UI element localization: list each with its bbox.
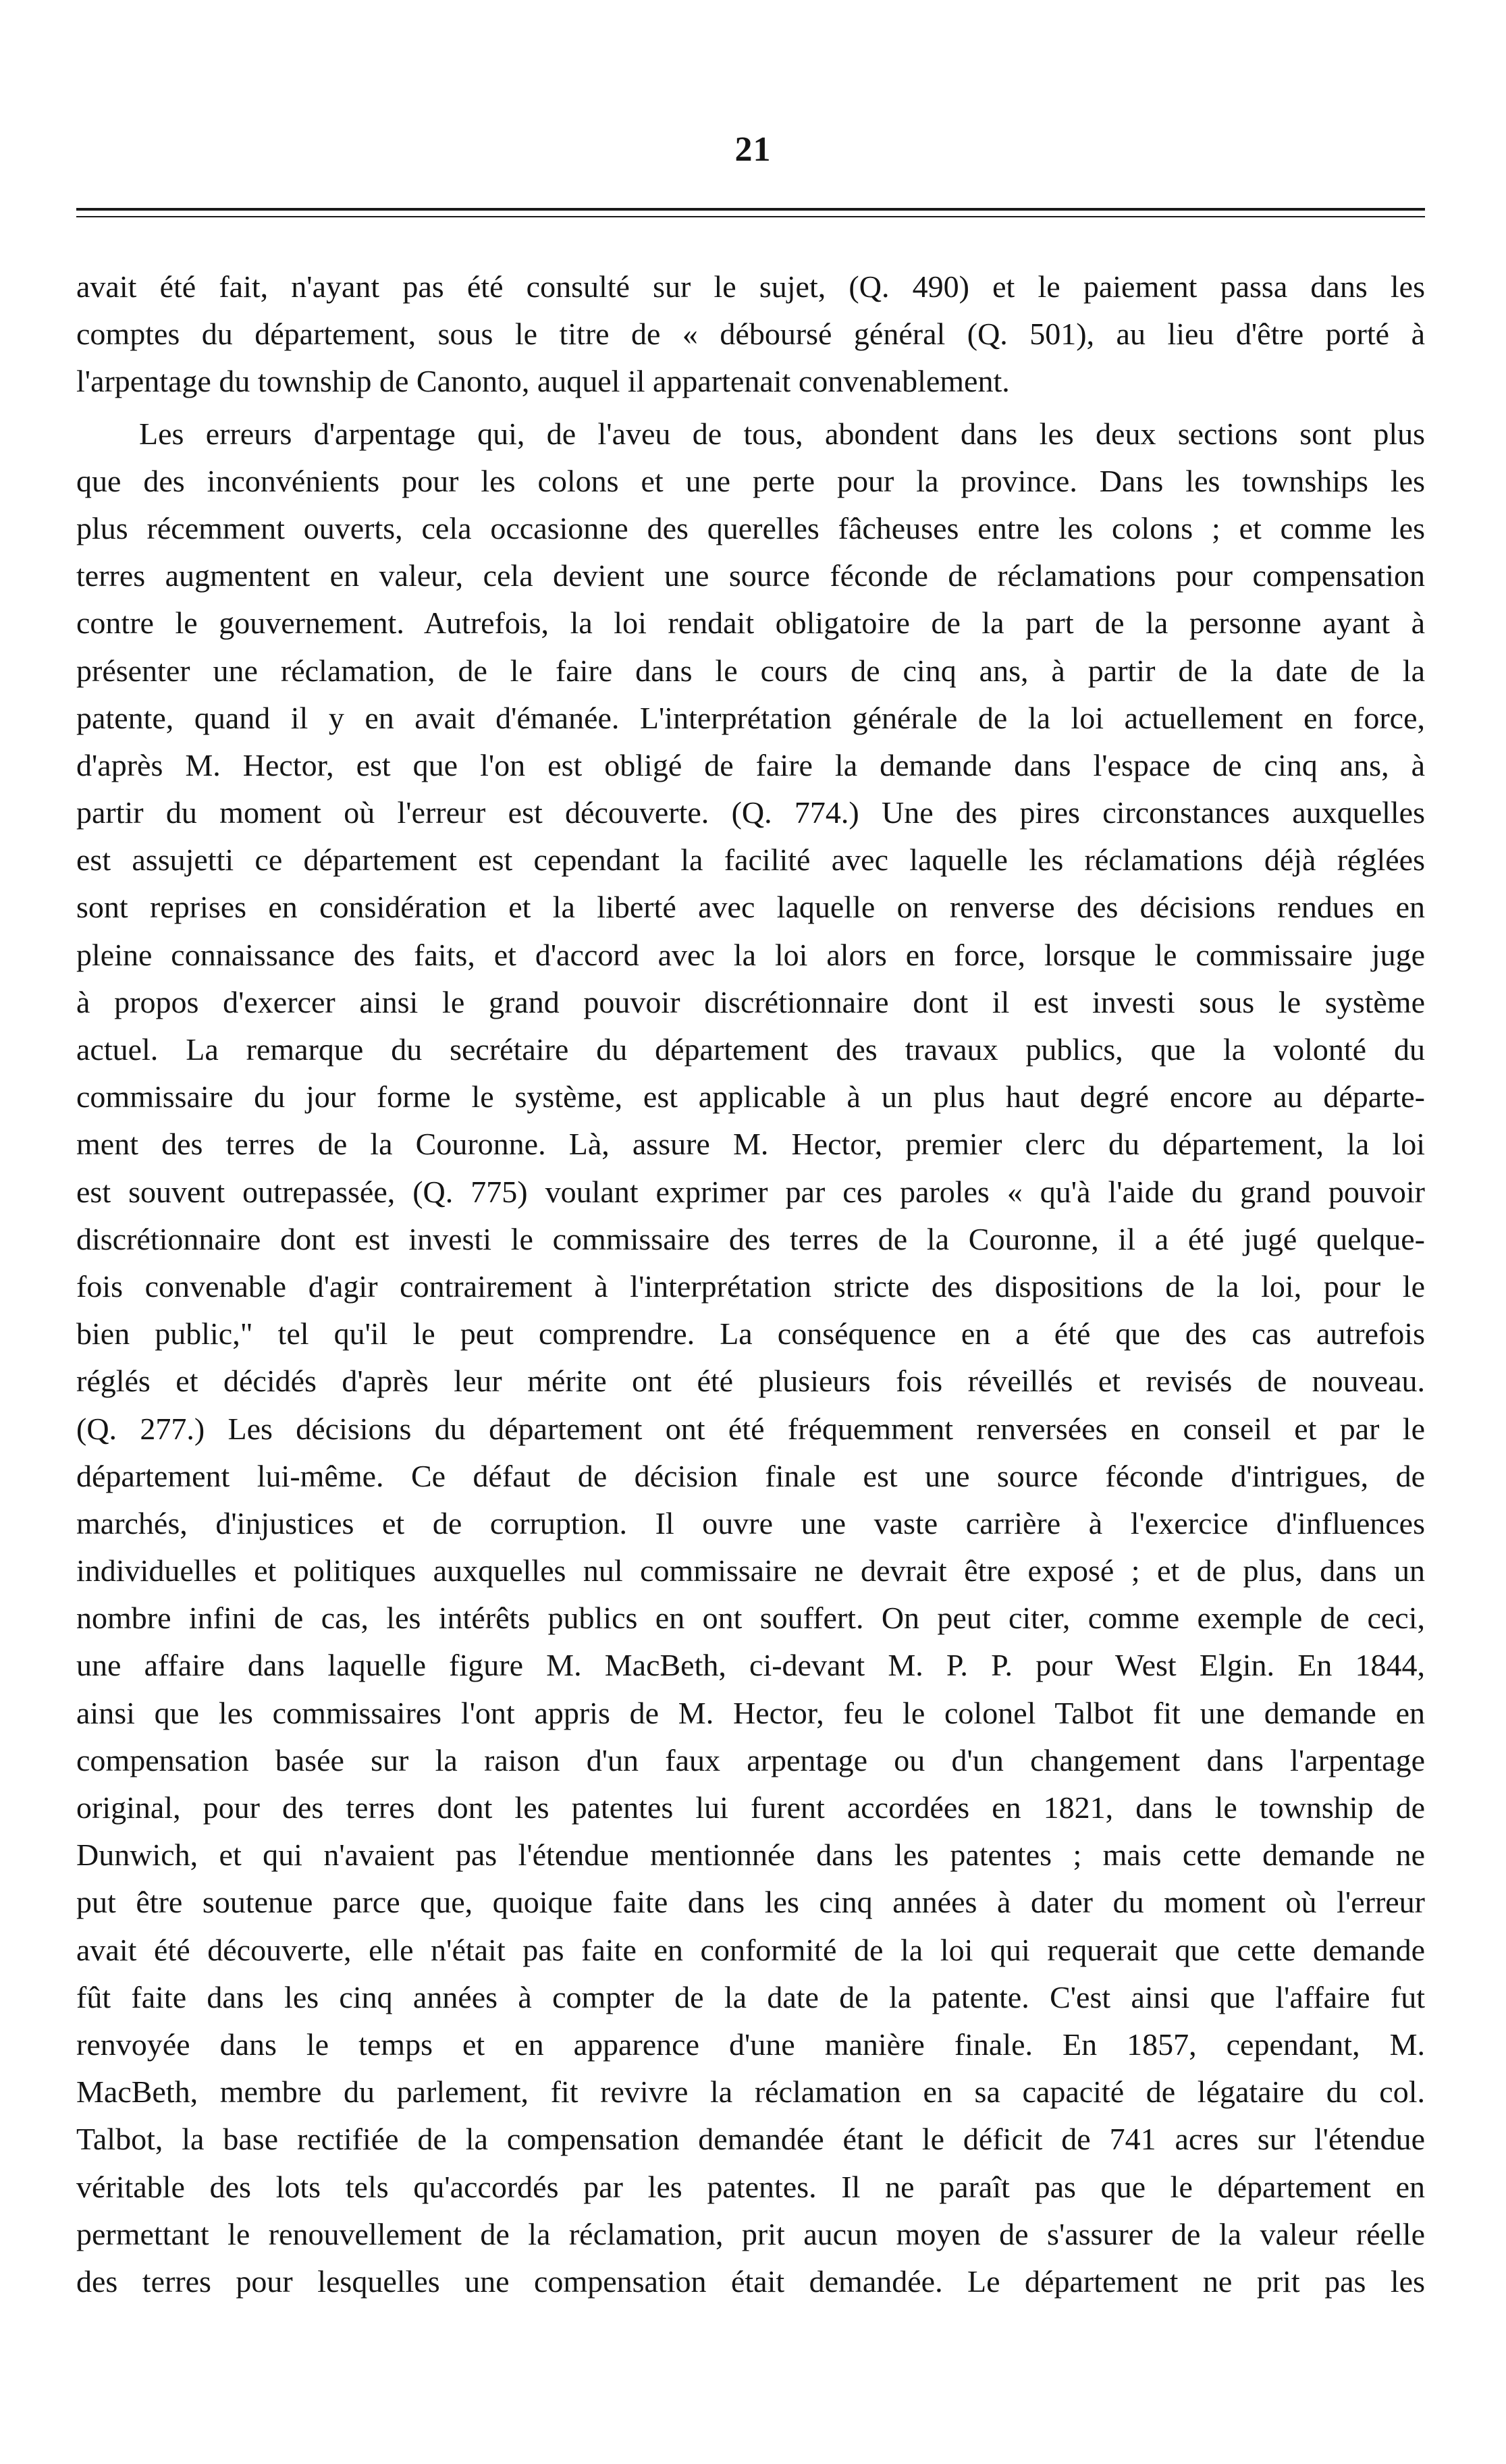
text-line: réglés et décidés d'après leur mérite ont été plusieurs fois réveillés et revisés de nouveau. bbox=[76, 1364, 1425, 1399]
text-line: présenter une réclamation, de le faire dans le cours de cinq ans, à partir de la date de la bbox=[76, 653, 1425, 688]
text-line: original, pour des terres dont les patentes lui furent accordées en 1821, dans le township de bbox=[76, 1790, 1425, 1825]
text-line: véritable des lots tels qu'accordés par les patentes. Il ne paraît pas que le département en bbox=[76, 2169, 1425, 2204]
text-line: ment des terres de la Couronne. Là, assure M. Hector, premier clerc du département, la loi bbox=[76, 1127, 1425, 1162]
text-line: est assujetti ce département est cependant la facilité avec laquelle les réclamations déjà réglées bbox=[76, 842, 1425, 878]
text-line: terres augmentent en valeur, cela devient une source féconde de réclamations pour compensation bbox=[76, 558, 1425, 593]
text-line: nombre infini de cas, les intérêts publics en ont souffert. On peut citer, comme exemple de ceci, bbox=[76, 1601, 1425, 1636]
text-line: individuelles et politiques auxquelles nul commissaire ne devrait être exposé ; et de plus, dans un bbox=[76, 1553, 1425, 1588]
header-rule-thick bbox=[76, 208, 1425, 211]
text-line: actuel. La remarque du secrétaire du département des travaux publics, que la volonté du bbox=[76, 1032, 1425, 1067]
paragraph-gap bbox=[76, 406, 1425, 410]
text-line: sont reprises en considération et la liberté avec laquelle on renverse des décisions rendues en bbox=[76, 890, 1425, 925]
page-number: 21 bbox=[734, 130, 772, 169]
text-line: Dunwich, et qui n'avaient pas l'étendue mentionnée dans les patentes ; mais cette demande ne bbox=[76, 1838, 1425, 1873]
text-line: des terres pour lesquelles une compensation était demandée. Le département ne prit pas les bbox=[76, 2264, 1425, 2299]
text-line: avait été fait, n'ayant pas été consulté sur le sujet, (Q. 490) et le paiement passa dans les bbox=[76, 269, 1425, 304]
text-line: (Q. 277.) Les décisions du département ont été fréquemment renversées en conseil et par le bbox=[76, 1411, 1425, 1446]
text-line: est souvent outrepassée, (Q. 775) voulant exprimer par ces paroles « qu'à l'aide du grand pouvoir bbox=[76, 1174, 1425, 1209]
paragraph-2 bbox=[76, 410, 1425, 2306]
text-line: contre le gouvernement. Autrefois, la loi rendait obligatoire de la part de la personne ayant à bbox=[76, 606, 1425, 641]
text-line: permettant le renouvellement de la réclamation, prit aucun moyen de s'assurer de la valeur réelle bbox=[76, 2216, 1425, 2251]
text-line: discrétionnaire dont est investi le commissaire des terres de la Couronne, il a été jugé quelque- bbox=[76, 1221, 1425, 1256]
text-line: ainsi que les commissaires l'ont appris de M. Hector, feu le colonel Talbot fit une demande en bbox=[76, 1695, 1425, 1730]
text-line: Les erreurs d'arpentage qui, de l'aveu de tous, abondent dans les deux sections sont plus bbox=[139, 416, 1425, 451]
text-line: comptes du département, sous le titre de « déboursé général (Q. 501), au lieu d'être porté à bbox=[76, 317, 1425, 352]
header-rule-thin bbox=[76, 216, 1425, 217]
text-line: département lui-même. Ce défaut de décision finale est une source féconde d'intrigues, de bbox=[76, 1458, 1425, 1493]
text-line: fût faite dans les cinq années à compter de la date de la patente. C'est ainsi que l'affaire fut bbox=[76, 1979, 1425, 2014]
text-line: bien public," tel qu'il le peut comprendre. La conséquence en a été que des cas autrefois bbox=[76, 1316, 1425, 1351]
text-line: commissaire du jour forme le système, est applicable à un plus haut degré encore au départe- bbox=[76, 1079, 1425, 1115]
text-line: compensation basée sur la raison d'un faux arpentage ou d'un changement dans l'arpentage bbox=[76, 1742, 1425, 1777]
text-line: partir du moment où l'erreur est découverte. (Q. 774.) Une des pires circonstances auxquelles bbox=[76, 795, 1425, 830]
text-line: MacBeth, membre du parlement, fit revivre la réclamation en sa capacité de légataire du col. bbox=[76, 2074, 1425, 2110]
body-text bbox=[76, 263, 1425, 2305]
text-line: à propos d'exercer ainsi le grand pouvoir discrétionnaire dont il est investi sous le système bbox=[76, 984, 1425, 1019]
text-line: une affaire dans laquelle figure M. MacBeth, ci-devant M. P. P. pour West Elgin. En 1844, bbox=[76, 1648, 1425, 1683]
text-line: avait été découverte, elle n'était pas faite en conformité de la loi qui requerait que cette demande bbox=[76, 1932, 1425, 1967]
text-line: plus récemment ouverts, cela occasionne des querelles fâcheuses entre les colons ; et comme les bbox=[76, 510, 1425, 545]
text-line: d'après M. Hector, est que l'on est obligé de faire la demande dans l'espace de cinq ans, à bbox=[76, 747, 1425, 782]
text-line: que des inconvénients pour les colons et une perte pour la province. Dans les townships les bbox=[76, 463, 1425, 498]
text-line: l'arpentage du township de Canonto, auquel il appartenait convenablement. bbox=[76, 364, 1010, 399]
text-line: patente, quand il y en avait d'émanée. L'interprétation générale de la loi actuellement en force, bbox=[76, 700, 1425, 735]
text-line: renvoyée dans le temps et en apparence d'une manière finale. En 1857, cependant, M. bbox=[76, 2027, 1425, 2062]
paragraph-1 bbox=[76, 263, 1425, 406]
text-line: Talbot, la base rectifiée de la compensation demandée étant le déficit de 741 acres sur l'étendue bbox=[76, 2122, 1425, 2157]
text-line: pleine connaissance des faits, et d'accord avec la loi alors en force, lorsque le commissaire juge bbox=[76, 937, 1425, 972]
text-line: fois convenable d'agir contrairement à l'interprétation stricte des dispositions de la loi, pour le bbox=[76, 1268, 1425, 1304]
text-line: put être soutenue parce que, quoique faite dans les cinq années à dater du moment où l'erreur bbox=[76, 1885, 1425, 1920]
text-line: marchés, d'injustices et de corruption. Il ouvre une vaste carrière à l'exercice d'influences bbox=[76, 1505, 1425, 1541]
